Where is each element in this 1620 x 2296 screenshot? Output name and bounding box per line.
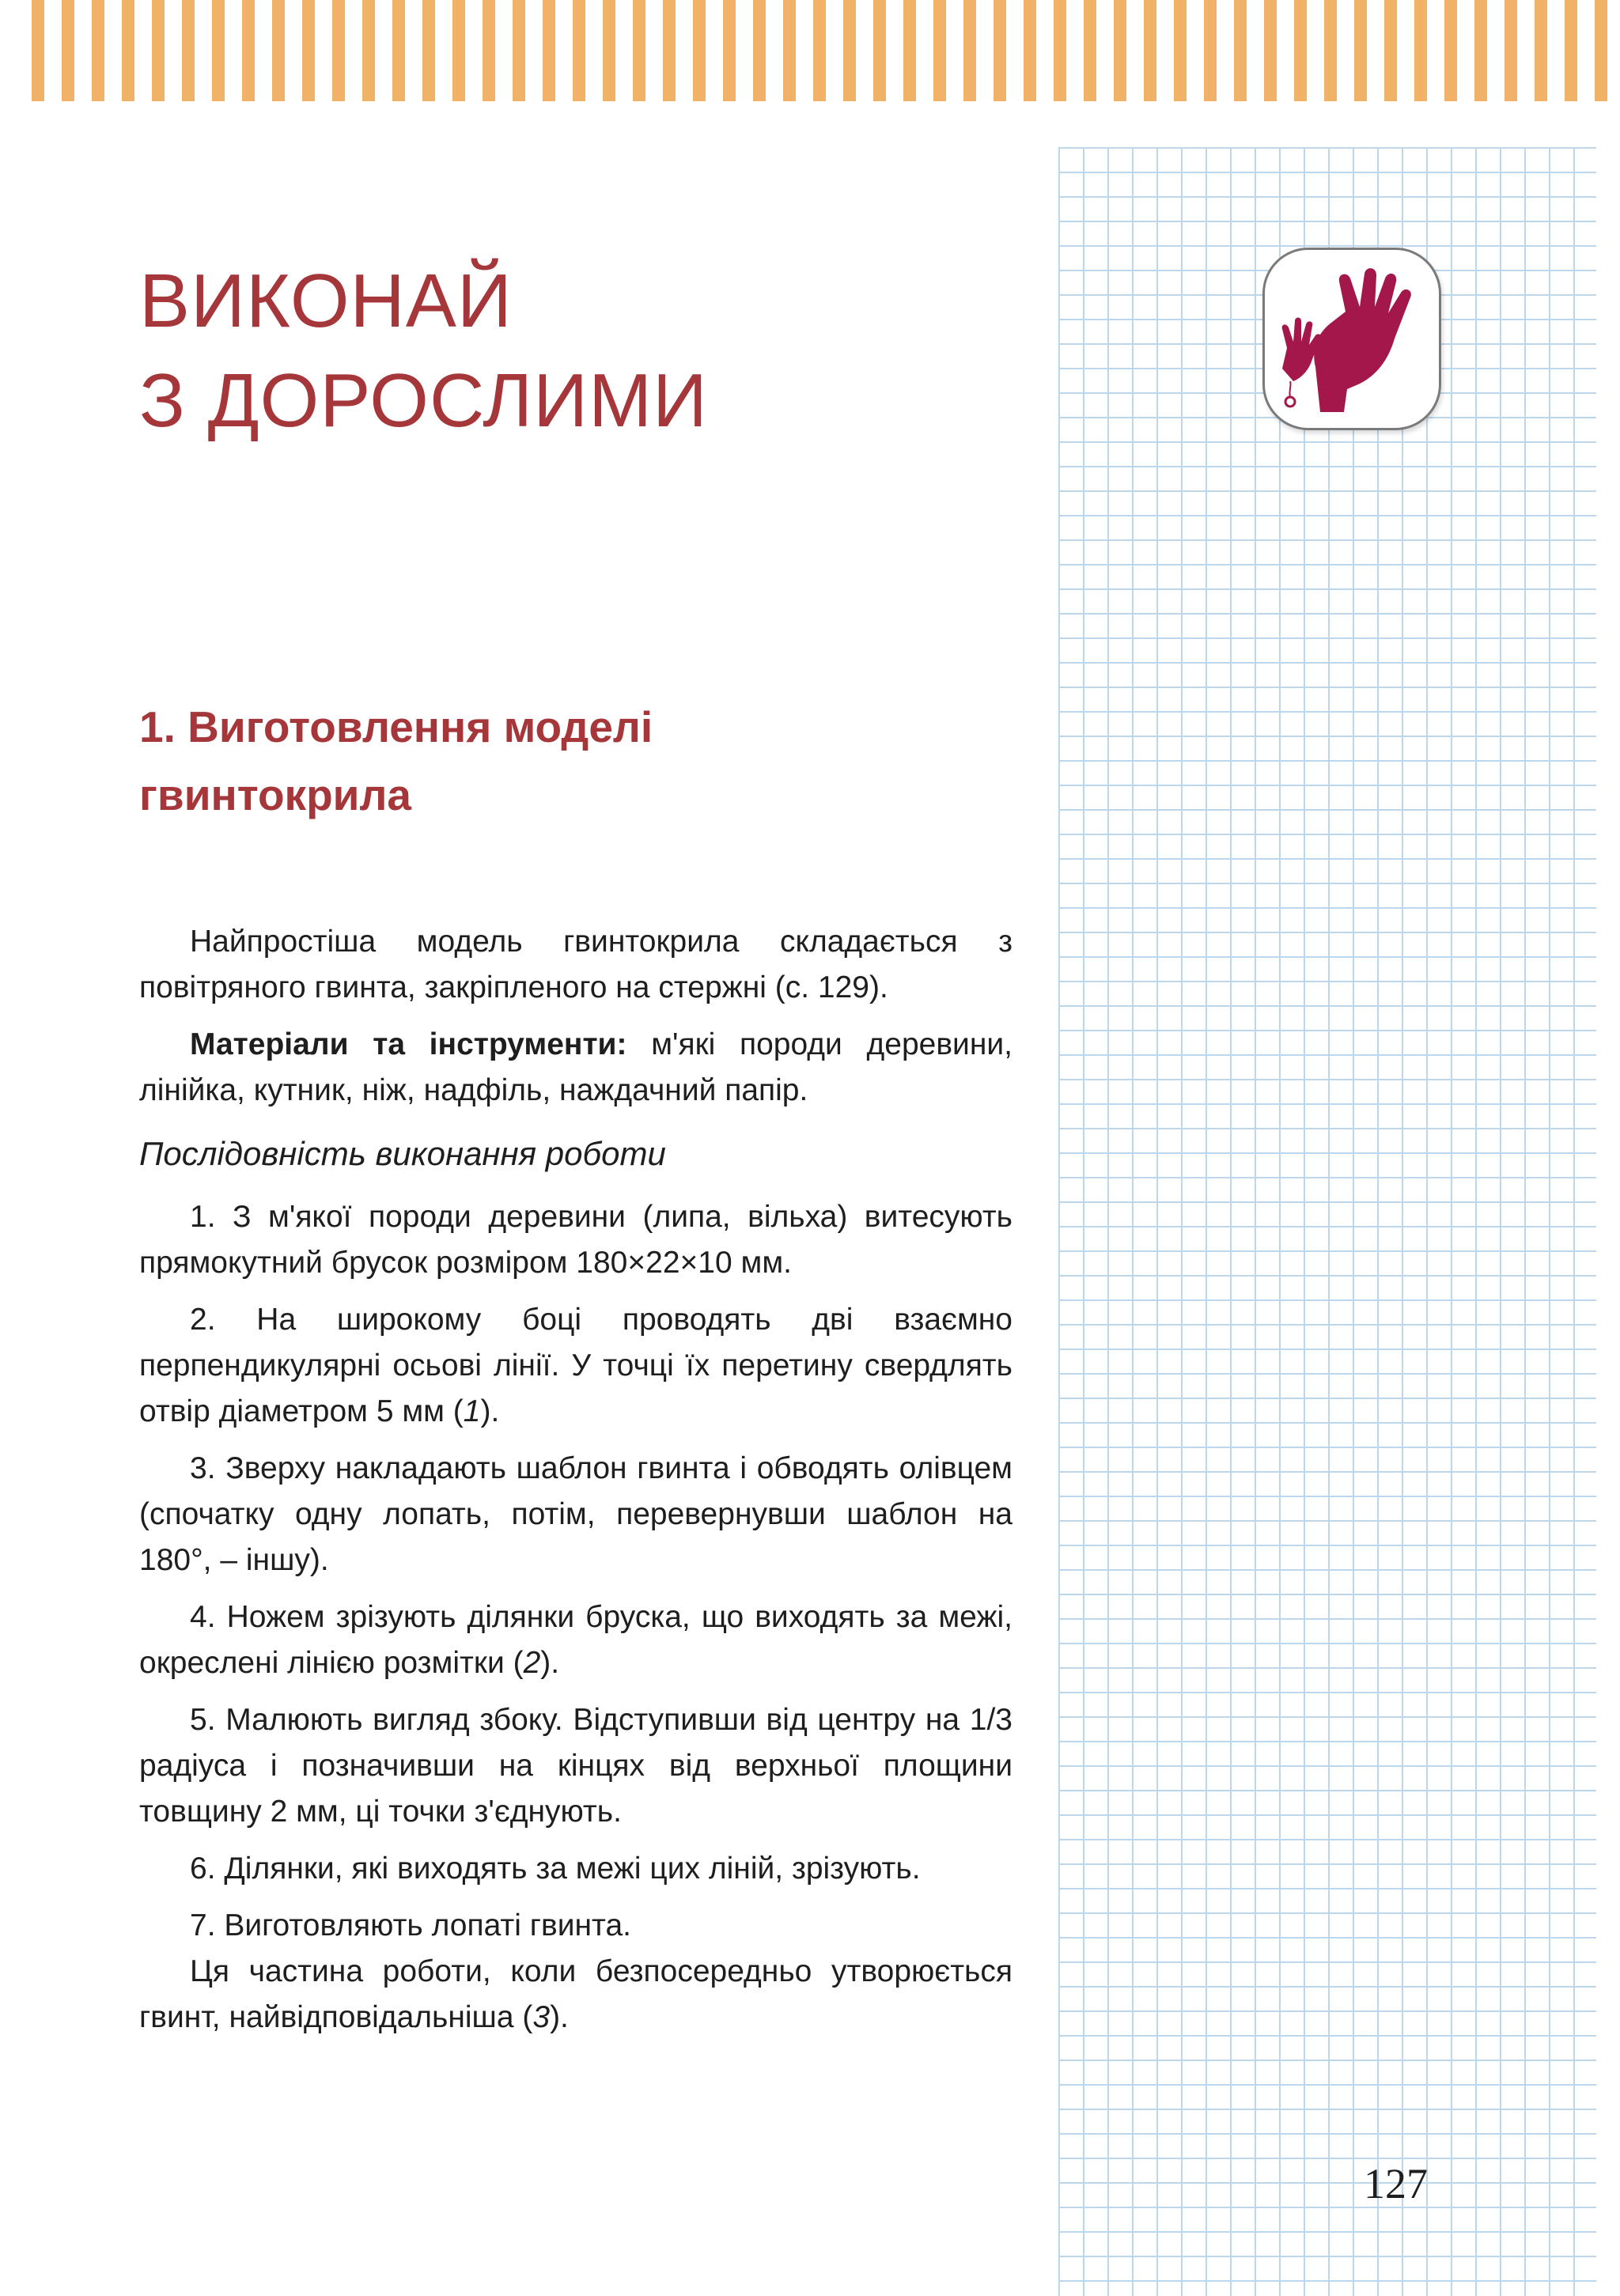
step-text: 1. З м'якої породи деревини (липа, вільха) витесують прямокутний брусок розміром 180×22×10 мм. — [139, 1200, 1012, 1280]
top-striped-border — [32, 0, 1610, 101]
hands-badge — [1262, 248, 1441, 430]
graph-paper-panel — [1058, 147, 1596, 2296]
step-text-end: ). — [480, 1394, 500, 1428]
materials-label: Матеріали та інструменти: — [190, 1027, 627, 1061]
step-text: 5. Малюють вигляд збоку. Відступивши від центру на 1/3 радіуса і позначивши на кінцях від верхньої площини товщину 2 мм, ці точки з'єднують. — [139, 1703, 1012, 1829]
section-title-line-1: 1. Виготовлення моделі — [139, 702, 653, 751]
materials-paragraph — [139, 1022, 1012, 1114]
page-title-line-1: ВИКОНАЙ — [139, 259, 513, 343]
step-text: 2. На широкому боці проводять дві взаємно перпендикулярні осьові лінії. У точці їх перетину свердлять отвір діаметром 5 мм ( — [139, 1303, 1012, 1428]
figure-ref: 1 — [463, 1394, 481, 1428]
step-item — [139, 1697, 1012, 1835]
step-item — [139, 1903, 1012, 1949]
hands-icon — [1265, 250, 1439, 428]
sequence-heading: Послідовність виконання роботи — [139, 1135, 666, 1172]
closing-text-end: ). — [550, 2000, 569, 2034]
figure-ref: 2 — [523, 1646, 541, 1680]
body-text — [139, 919, 1012, 2041]
page-title — [139, 252, 708, 451]
step-text: 4. Ножем зрізують ділянки бруска, що виходять за межі, окреслені лінією розмітки ( — [139, 1600, 1012, 1680]
step-item — [139, 1297, 1012, 1435]
step-item — [139, 1194, 1012, 1286]
closing-text: Ця частина роботи, коли безпосередньо утворюється гвинт, найвідповідальніша ( — [139, 1954, 1012, 2034]
step-text: 7. Виготовляють лопаті гвинта. — [190, 1908, 631, 1942]
step-text: 3. Зверху накладають шаблон гвинта і обводять олівцем (спочатку одну лопать, потім, перевернувши шаблон на 180°, – іншу). — [139, 1451, 1012, 1577]
step-item — [139, 1846, 1012, 1892]
materials-text: м'які породи деревини, лінійка, кутник, ніж, надфіль, наждачний папір. — [139, 1027, 1012, 1107]
closing-paragraph — [139, 1949, 1012, 2041]
step-item — [139, 1446, 1012, 1583]
step-text-end: ). — [540, 1646, 560, 1680]
step-text: 6. Ділянки, які виходять за межі цих ліній, зрізують. — [190, 1852, 921, 1886]
section-title — [139, 693, 653, 829]
section-title-line-2: гвинтокрила — [139, 770, 412, 819]
page-number: 127 — [1364, 2160, 1428, 2207]
intro-paragraph: Найпростіша модель гвинтокрила складається з повітряного гвинта, закріпленого на стержні (с. 129). — [139, 925, 1012, 1004]
page-title-line-2: З ДОРОСЛИМИ — [139, 358, 709, 443]
figure-ref: 3 — [532, 2000, 551, 2034]
step-item — [139, 1594, 1012, 1686]
